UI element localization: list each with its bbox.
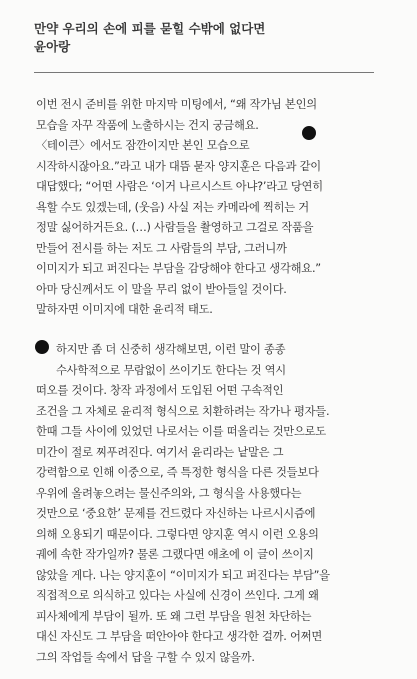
text-line: 정말 싫어하거든요. (…) 사람들을 촬영하고 그걸로 작품을 [36, 221, 314, 234]
text-line: 이미지가 되고 퍼진다는 부담을 감당해야 한다고 생각해요.” [36, 262, 321, 275]
text-line: 궤에 속한 작가일까? 물론 그랬다면 애초에 이 글이 쓰이지 [36, 548, 314, 561]
text-line: 의해 오용되기 때문이다. 그렇다면 양지훈 역시 이런 오용의 [36, 527, 319, 541]
text-line: 직접적으로 의식하고 있다는 사실에 신경이 쓰인다. 그게 왜 [36, 589, 319, 602]
text-line: 조건을 그 자체로 윤리적 형식으로 치환하려는 작가나 평자들. [36, 404, 330, 418]
text-line: 하지만 좀 더 신중히 생각해보면, 이런 말이 종종 [56, 343, 286, 356]
paragraph-1 [36, 95, 381, 321]
black-dot-marker [35, 340, 49, 354]
text-line: 않았을 게다. 나는 양지훈이 “이미지가 되고 퍼진다는 부담”을 [36, 568, 330, 582]
text-line: 〈테이큰〉에서도 잠깐이지만 본인 모습으로 [36, 139, 250, 152]
text-line: 아마 당신께서도 이 말을 무리 없이 받아들일 것이다. [36, 282, 287, 296]
paragraph-2 [36, 340, 381, 668]
text-line: 욕할 수도 있겠는데, (웃음) 사실 저는 카메라에 찍히는 거 [36, 200, 309, 214]
text-line: 대신 자신도 그 부담을 떠안아야 한다고 생각한 걸까. 어쩌면 [36, 630, 322, 643]
text-line: 떠오를 것이다. 창작 과정에서 도입된 어떤 구속적인 [36, 384, 284, 397]
black-dot-marker [302, 126, 316, 140]
text-line: 것만으로 ‘중요한’ 문제를 건드렸다 자신하는 나르시시즘에 [36, 507, 316, 520]
text-line: 이번 전시 준비를 위한 마지막 미팅에서, “왜 작가님 본인의 [36, 98, 317, 111]
essay-title: 만약 우리의 손에 피를 묻힐 수밖에 없다면 [34, 21, 266, 36]
text-line: 수사학적으로 무람없이 쓰이기도 한다는 것 역시 [56, 363, 286, 377]
text-line: 우위에 올려놓으려는 물신주의와, 그 형식을 사용했다는 [36, 486, 302, 500]
text-line: 피사체에게 부담이 될까. 또 왜 그런 부담을 원천 차단하는 [36, 609, 312, 623]
text-line: 만들어 전시를 하는 저도 그 사람들의 부담, 그러니까 [36, 241, 287, 255]
text-line: 강력함으로 인해 이중으로, 즉 특정한 형식을 다른 것들보다 [36, 466, 319, 479]
text-line: 모습을 자꾸 작품에 노출하시는 건지 궁금해요. [36, 118, 259, 132]
text-line: 미간이 절로 찌푸려진다. 여기서 윤리라는 낱말은 그 [36, 445, 284, 459]
text-line: 말하자면 이미지에 대한 윤리적 태도. [36, 303, 213, 316]
text-line: 한때 그들 사이에 있었던 나로서는 이를 떠올리는 것만으로도 [36, 425, 326, 438]
divider [34, 72, 374, 73]
text-line: 대답했다; “어떤 사람은 ‘이거 나르시스트 아냐?’라고 당연히 [36, 180, 323, 193]
text-line: 시작하시잖아요.”라고 내가 대뜸 묻자 양지훈은 다음과 같이 [36, 159, 321, 173]
author-name: 윤아랑 [34, 39, 71, 54]
text-line: 그의 작업들 속에서 답을 구할 수 있지 않을까. [36, 650, 255, 664]
